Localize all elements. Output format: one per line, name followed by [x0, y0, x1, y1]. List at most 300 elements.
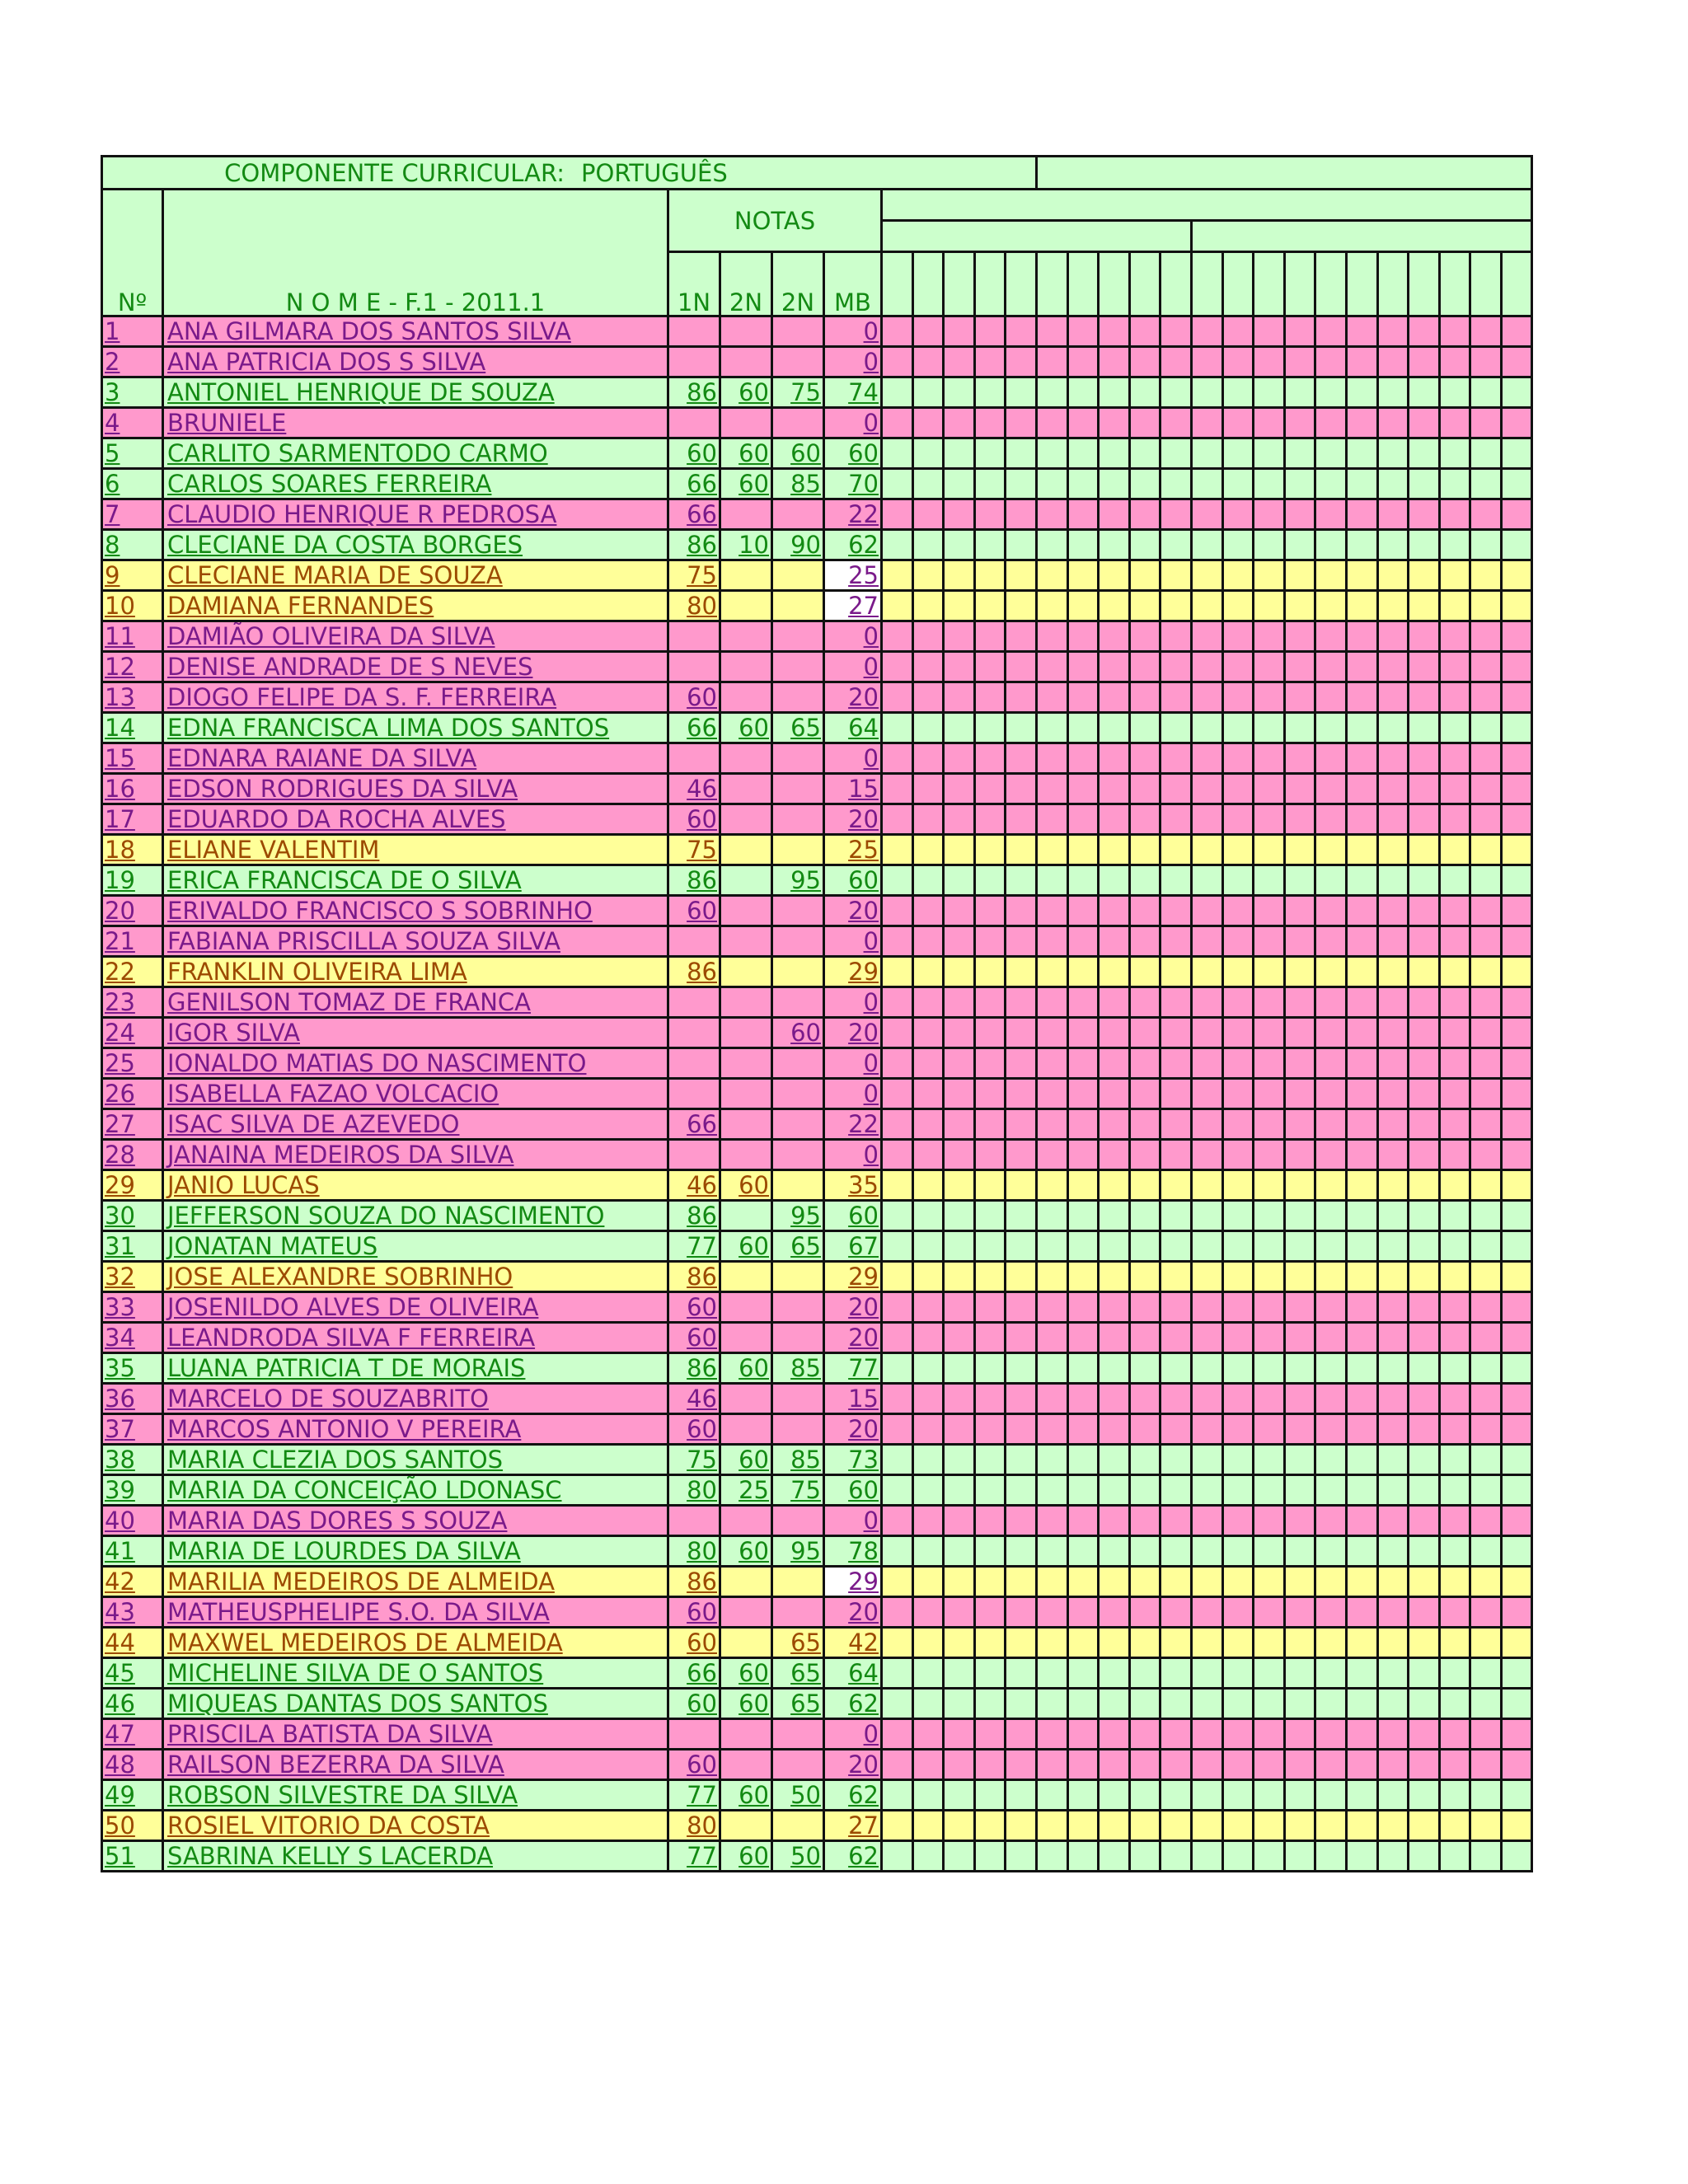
attendance-cell[interactable] — [1346, 408, 1377, 438]
attendance-cell[interactable] — [882, 1506, 913, 1536]
attendance-cell[interactable] — [912, 1353, 944, 1384]
grade-2n-a-cell[interactable]: 60 — [720, 1841, 772, 1872]
attendance-cell[interactable] — [1409, 865, 1440, 896]
attendance-cell[interactable] — [1067, 347, 1099, 377]
attendance-cell[interactable] — [1006, 1140, 1037, 1170]
attendance-cell[interactable] — [1254, 1445, 1285, 1475]
attendance-cell[interactable] — [912, 1048, 944, 1079]
attendance-cell[interactable] — [1222, 408, 1254, 438]
attendance-cell[interactable] — [1036, 1689, 1067, 1719]
attendance-cell[interactable] — [1067, 1414, 1099, 1445]
attendance-cell[interactable] — [1160, 530, 1192, 560]
attendance-cell[interactable] — [1222, 530, 1254, 560]
attendance-cell[interactable] — [912, 377, 944, 408]
grade-1n-cell[interactable]: 75 — [668, 1445, 720, 1475]
attendance-cell[interactable] — [1501, 743, 1532, 774]
attendance-cell[interactable] — [1067, 1567, 1099, 1597]
attendance-cell[interactable] — [1099, 1292, 1130, 1323]
attendance-cell[interactable] — [1315, 1414, 1347, 1445]
attendance-cell[interactable] — [1377, 591, 1409, 621]
attendance-cell[interactable] — [944, 957, 975, 987]
attendance-cell[interactable] — [1377, 1689, 1409, 1719]
attendance-cell[interactable] — [1191, 1750, 1222, 1780]
grade-2n-a-cell[interactable] — [720, 1323, 772, 1353]
attendance-cell[interactable] — [1160, 1689, 1192, 1719]
attendance-cell[interactable] — [912, 865, 944, 896]
grade-2n-b-cell[interactable]: 50 — [772, 1780, 824, 1811]
attendance-cell[interactable] — [944, 926, 975, 957]
attendance-cell[interactable] — [974, 1658, 1006, 1689]
attendance-cell[interactable] — [1501, 987, 1532, 1018]
attendance-cell[interactable] — [1284, 347, 1315, 377]
grade-2n-b-cell[interactable]: 90 — [772, 530, 824, 560]
student-name-cell[interactable]: FRANKLIN OLIVEIRA LIMA — [163, 957, 668, 987]
attendance-cell[interactable] — [882, 1353, 913, 1384]
attendance-cell[interactable] — [1222, 713, 1254, 743]
attendance-cell[interactable] — [882, 1719, 913, 1750]
attendance-cell[interactable] — [912, 926, 944, 957]
attendance-cell[interactable] — [1006, 987, 1037, 1018]
attendance-cell[interactable] — [1222, 499, 1254, 530]
attendance-cell[interactable] — [1129, 987, 1160, 1018]
student-name-cell[interactable]: EDUARDO DA ROCHA ALVES — [163, 804, 668, 835]
attendance-cell[interactable] — [1006, 896, 1037, 926]
attendance-cell[interactable] — [1470, 1048, 1502, 1079]
attendance-cell[interactable] — [1315, 1536, 1347, 1567]
student-number-cell[interactable]: 37 — [102, 1414, 163, 1445]
attendance-cell[interactable] — [944, 1628, 975, 1658]
grade-mb-cell[interactable]: 0 — [824, 347, 882, 377]
attendance-cell[interactable] — [882, 1689, 913, 1719]
grade-2n-a-cell[interactable] — [720, 1262, 772, 1292]
attendance-cell[interactable] — [1129, 1750, 1160, 1780]
grade-1n-cell[interactable]: 66 — [668, 713, 720, 743]
student-number-cell[interactable]: 14 — [102, 713, 163, 743]
attendance-cell[interactable] — [1191, 1597, 1222, 1628]
attendance-cell[interactable] — [1377, 1658, 1409, 1689]
attendance-cell[interactable] — [974, 1292, 1006, 1323]
attendance-cell[interactable] — [1501, 896, 1532, 926]
attendance-cell[interactable] — [1439, 1323, 1470, 1353]
attendance-cell[interactable] — [1160, 1841, 1192, 1872]
attendance-cell[interactable] — [1501, 621, 1532, 652]
attendance-cell[interactable] — [1129, 1567, 1160, 1597]
attendance-cell[interactable] — [974, 1109, 1006, 1140]
grade-2n-b-cell[interactable]: 75 — [772, 377, 824, 408]
attendance-cell[interactable] — [1129, 1323, 1160, 1353]
attendance-cell[interactable] — [1222, 1414, 1254, 1445]
attendance-cell[interactable] — [1346, 1231, 1377, 1262]
attendance-cell[interactable] — [1470, 1140, 1502, 1170]
attendance-cell[interactable] — [1099, 1719, 1130, 1750]
grade-2n-b-cell[interactable] — [772, 1506, 824, 1536]
grade-1n-cell[interactable]: 86 — [668, 957, 720, 987]
attendance-cell[interactable] — [1191, 1811, 1222, 1841]
attendance-cell[interactable] — [912, 1109, 944, 1140]
attendance-cell[interactable] — [912, 1384, 944, 1414]
attendance-cell[interactable] — [1036, 1292, 1067, 1323]
attendance-cell[interactable] — [1129, 621, 1160, 652]
attendance-cell[interactable] — [1036, 1384, 1067, 1414]
attendance-cell[interactable] — [1160, 1475, 1192, 1506]
grade-1n-cell[interactable]: 86 — [668, 1353, 720, 1384]
attendance-cell[interactable] — [1067, 1811, 1099, 1841]
attendance-cell[interactable] — [1129, 682, 1160, 713]
attendance-cell[interactable] — [974, 1689, 1006, 1719]
grade-mb-cell[interactable]: 74 — [824, 377, 882, 408]
grade-mb-cell[interactable]: 73 — [824, 1445, 882, 1475]
attendance-cell[interactable] — [1346, 1658, 1377, 1689]
attendance-cell[interactable] — [1036, 408, 1067, 438]
attendance-cell[interactable] — [1191, 1170, 1222, 1201]
attendance-cell[interactable] — [1284, 1567, 1315, 1597]
attendance-cell[interactable] — [1160, 1353, 1192, 1384]
attendance-cell[interactable] — [1409, 347, 1440, 377]
attendance-cell[interactable] — [1409, 1109, 1440, 1140]
attendance-cell[interactable] — [1006, 652, 1037, 682]
student-number-cell[interactable]: 3 — [102, 377, 163, 408]
attendance-cell[interactable] — [912, 835, 944, 865]
grade-2n-a-cell[interactable]: 60 — [720, 713, 772, 743]
grade-2n-a-cell[interactable]: 25 — [720, 1475, 772, 1506]
attendance-cell[interactable] — [1099, 1384, 1130, 1414]
grade-2n-b-cell[interactable]: 65 — [772, 1689, 824, 1719]
attendance-cell[interactable] — [1284, 1536, 1315, 1567]
attendance-cell[interactable] — [944, 1658, 975, 1689]
attendance-cell[interactable] — [1129, 1170, 1160, 1201]
attendance-cell[interactable] — [882, 1262, 913, 1292]
attendance-cell[interactable] — [882, 743, 913, 774]
attendance-cell[interactable] — [1346, 438, 1377, 469]
attendance-cell[interactable] — [1470, 621, 1502, 652]
attendance-cell[interactable] — [1191, 743, 1222, 774]
attendance-cell[interactable] — [1099, 835, 1130, 865]
attendance-cell[interactable] — [1099, 530, 1130, 560]
attendance-cell[interactable] — [1067, 1384, 1099, 1414]
attendance-cell[interactable] — [1160, 926, 1192, 957]
attendance-cell[interactable] — [1346, 560, 1377, 591]
attendance-cell[interactable] — [1377, 682, 1409, 713]
attendance-cell[interactable] — [1315, 469, 1347, 499]
grade-1n-cell[interactable]: 80 — [668, 591, 720, 621]
attendance-cell[interactable] — [1191, 835, 1222, 865]
attendance-cell[interactable] — [1470, 316, 1502, 347]
attendance-cell[interactable] — [1006, 1201, 1037, 1231]
attendance-cell[interactable] — [1099, 1567, 1130, 1597]
attendance-cell[interactable] — [1129, 1536, 1160, 1567]
attendance-cell[interactable] — [1099, 1536, 1130, 1567]
attendance-cell[interactable] — [1254, 713, 1285, 743]
attendance-cell[interactable] — [1501, 926, 1532, 957]
attendance-cell[interactable] — [1191, 438, 1222, 469]
attendance-cell[interactable] — [1160, 1201, 1192, 1231]
student-number-cell[interactable]: 46 — [102, 1689, 163, 1719]
attendance-cell[interactable] — [1377, 743, 1409, 774]
attendance-cell[interactable] — [1470, 347, 1502, 377]
attendance-cell[interactable] — [1067, 1140, 1099, 1170]
attendance-cell[interactable] — [912, 1323, 944, 1353]
grade-2n-b-cell[interactable] — [772, 1170, 824, 1201]
attendance-cell[interactable] — [1409, 438, 1440, 469]
attendance-cell[interactable] — [1470, 926, 1502, 957]
attendance-cell[interactable] — [1470, 1170, 1502, 1201]
student-number-cell[interactable]: 23 — [102, 987, 163, 1018]
attendance-cell[interactable] — [1501, 1048, 1532, 1079]
attendance-cell[interactable] — [1222, 621, 1254, 652]
attendance-cell[interactable] — [1346, 1719, 1377, 1750]
attendance-cell[interactable] — [1160, 1780, 1192, 1811]
attendance-cell[interactable] — [1036, 377, 1067, 408]
attendance-cell[interactable] — [1315, 1170, 1347, 1201]
attendance-cell[interactable] — [1191, 804, 1222, 835]
attendance-cell[interactable] — [1501, 1262, 1532, 1292]
attendance-cell[interactable] — [1315, 1323, 1347, 1353]
student-number-cell[interactable]: 32 — [102, 1262, 163, 1292]
student-name-cell[interactable]: MARIA CLEZIA DOS SANTOS — [163, 1445, 668, 1475]
attendance-cell[interactable] — [1346, 1201, 1377, 1231]
student-number-cell[interactable]: 44 — [102, 1628, 163, 1658]
attendance-cell[interactable] — [1409, 1689, 1440, 1719]
attendance-cell[interactable] — [1439, 1841, 1470, 1872]
attendance-cell[interactable] — [1099, 743, 1130, 774]
attendance-cell[interactable] — [1377, 957, 1409, 987]
attendance-cell[interactable] — [944, 865, 975, 896]
attendance-cell[interactable] — [1315, 1231, 1347, 1262]
attendance-cell[interactable] — [1191, 713, 1222, 743]
attendance-cell[interactable] — [974, 1628, 1006, 1658]
attendance-cell[interactable] — [1006, 1750, 1037, 1780]
grade-1n-cell[interactable]: 46 — [668, 1170, 720, 1201]
attendance-cell[interactable] — [1222, 560, 1254, 591]
grade-1n-cell[interactable]: 80 — [668, 1811, 720, 1841]
attendance-cell[interactable] — [1470, 987, 1502, 1018]
attendance-cell[interactable] — [1346, 1140, 1377, 1170]
attendance-cell[interactable] — [1439, 987, 1470, 1018]
attendance-cell[interactable] — [1036, 499, 1067, 530]
attendance-cell[interactable] — [1377, 926, 1409, 957]
attendance-cell[interactable] — [1315, 1353, 1347, 1384]
attendance-cell[interactable] — [1191, 682, 1222, 713]
attendance-cell[interactable] — [1284, 1201, 1315, 1231]
attendance-cell[interactable] — [1191, 1262, 1222, 1292]
grade-1n-cell[interactable]: 60 — [668, 1597, 720, 1628]
attendance-cell[interactable] — [1284, 1384, 1315, 1414]
attendance-cell[interactable] — [1191, 499, 1222, 530]
attendance-cell[interactable] — [882, 957, 913, 987]
grade-mb-cell[interactable]: 25 — [824, 835, 882, 865]
attendance-cell[interactable] — [1377, 316, 1409, 347]
grade-1n-cell[interactable] — [668, 1048, 720, 1079]
attendance-cell[interactable] — [1470, 957, 1502, 987]
attendance-cell[interactable] — [882, 1567, 913, 1597]
attendance-cell[interactable] — [1129, 591, 1160, 621]
attendance-cell[interactable] — [1346, 499, 1377, 530]
grade-2n-b-cell[interactable] — [772, 408, 824, 438]
attendance-cell[interactable] — [1284, 621, 1315, 652]
attendance-cell[interactable] — [1439, 1811, 1470, 1841]
attendance-cell[interactable] — [1222, 652, 1254, 682]
attendance-cell[interactable] — [1284, 1841, 1315, 1872]
attendance-cell[interactable] — [1254, 530, 1285, 560]
student-number-cell[interactable]: 36 — [102, 1384, 163, 1414]
attendance-cell[interactable] — [1036, 1414, 1067, 1445]
attendance-cell[interactable] — [1501, 316, 1532, 347]
attendance-cell[interactable] — [944, 1231, 975, 1262]
attendance-cell[interactable] — [1501, 1658, 1532, 1689]
attendance-cell[interactable] — [944, 408, 975, 438]
grade-2n-a-cell[interactable] — [720, 804, 772, 835]
attendance-cell[interactable] — [1501, 1750, 1532, 1780]
attendance-cell[interactable] — [1501, 804, 1532, 835]
attendance-cell[interactable] — [1222, 1445, 1254, 1475]
attendance-cell[interactable] — [882, 621, 913, 652]
attendance-cell[interactable] — [1377, 865, 1409, 896]
attendance-cell[interactable] — [1160, 1018, 1192, 1048]
attendance-cell[interactable] — [1099, 652, 1130, 682]
attendance-cell[interactable] — [1439, 774, 1470, 804]
attendance-cell[interactable] — [1191, 1536, 1222, 1567]
grade-2n-a-cell[interactable] — [720, 1414, 772, 1445]
attendance-cell[interactable] — [1129, 1079, 1160, 1109]
attendance-cell[interactable] — [1409, 1506, 1440, 1536]
attendance-cell[interactable] — [944, 621, 975, 652]
grade-1n-cell[interactable]: 75 — [668, 835, 720, 865]
student-number-cell[interactable]: 47 — [102, 1719, 163, 1750]
attendance-cell[interactable] — [1067, 316, 1099, 347]
attendance-cell[interactable] — [1222, 1567, 1254, 1597]
student-name-cell[interactable]: DIOGO FELIPE DA S. F. FERREIRA — [163, 682, 668, 713]
attendance-cell[interactable] — [1191, 1628, 1222, 1658]
attendance-cell[interactable] — [1470, 682, 1502, 713]
attendance-cell[interactable] — [1409, 499, 1440, 530]
attendance-cell[interactable] — [1377, 987, 1409, 1018]
attendance-cell[interactable] — [1191, 1475, 1222, 1506]
attendance-cell[interactable] — [1254, 1841, 1285, 1872]
attendance-cell[interactable] — [1409, 1719, 1440, 1750]
grade-1n-cell[interactable]: 77 — [668, 1231, 720, 1262]
attendance-cell[interactable] — [974, 743, 1006, 774]
attendance-cell[interactable] — [1191, 469, 1222, 499]
attendance-cell[interactable] — [882, 377, 913, 408]
attendance-cell[interactable] — [1006, 835, 1037, 865]
attendance-cell[interactable] — [1377, 1353, 1409, 1384]
student-name-cell[interactable]: CLAUDIO HENRIQUE R PEDROSA — [163, 499, 668, 530]
attendance-cell[interactable] — [1006, 926, 1037, 957]
attendance-cell[interactable] — [974, 438, 1006, 469]
grade-mb-cell[interactable]: 78 — [824, 1536, 882, 1567]
attendance-cell[interactable] — [1129, 530, 1160, 560]
attendance-cell[interactable] — [1222, 469, 1254, 499]
attendance-cell[interactable] — [1036, 1567, 1067, 1597]
attendance-cell[interactable] — [1006, 682, 1037, 713]
attendance-cell[interactable] — [1129, 1811, 1160, 1841]
attendance-cell[interactable] — [944, 713, 975, 743]
attendance-cell[interactable] — [1315, 896, 1347, 926]
attendance-cell[interactable] — [1284, 1140, 1315, 1170]
student-number-cell[interactable]: 30 — [102, 1201, 163, 1231]
attendance-cell[interactable] — [1315, 926, 1347, 957]
attendance-cell[interactable] — [1315, 865, 1347, 896]
attendance-cell[interactable] — [1191, 1567, 1222, 1597]
attendance-cell[interactable] — [882, 1536, 913, 1567]
attendance-cell[interactable] — [1315, 1445, 1347, 1475]
attendance-cell[interactable] — [1036, 1262, 1067, 1292]
attendance-cell[interactable] — [1006, 1689, 1037, 1719]
attendance-cell[interactable] — [1254, 560, 1285, 591]
attendance-cell[interactable] — [1470, 1201, 1502, 1231]
attendance-cell[interactable] — [1067, 1597, 1099, 1628]
attendance-cell[interactable] — [1409, 1811, 1440, 1841]
student-name-cell[interactable]: MICHELINE SILVA DE O SANTOS — [163, 1658, 668, 1689]
attendance-cell[interactable] — [1315, 1079, 1347, 1109]
attendance-cell[interactable] — [1409, 469, 1440, 499]
attendance-cell[interactable] — [1222, 1384, 1254, 1414]
attendance-cell[interactable] — [1254, 316, 1285, 347]
attendance-cell[interactable] — [944, 347, 975, 377]
grade-1n-cell[interactable]: 86 — [668, 1262, 720, 1292]
attendance-cell[interactable] — [1409, 1292, 1440, 1323]
attendance-cell[interactable] — [1160, 621, 1192, 652]
attendance-cell[interactable] — [1315, 1018, 1347, 1048]
grade-1n-cell[interactable] — [668, 408, 720, 438]
attendance-cell[interactable] — [1160, 652, 1192, 682]
attendance-cell[interactable] — [1099, 377, 1130, 408]
attendance-cell[interactable] — [1439, 347, 1470, 377]
grade-1n-cell[interactable]: 46 — [668, 774, 720, 804]
attendance-cell[interactable] — [1501, 652, 1532, 682]
grade-mb-cell[interactable]: 29 — [824, 1262, 882, 1292]
student-number-cell[interactable]: 10 — [102, 591, 163, 621]
attendance-cell[interactable] — [1409, 1079, 1440, 1109]
attendance-cell[interactable] — [944, 1384, 975, 1414]
attendance-cell[interactable] — [1160, 591, 1192, 621]
attendance-cell[interactable] — [1346, 652, 1377, 682]
attendance-cell[interactable] — [1099, 1689, 1130, 1719]
attendance-cell[interactable] — [944, 438, 975, 469]
student-number-cell[interactable]: 29 — [102, 1170, 163, 1201]
attendance-cell[interactable] — [1470, 560, 1502, 591]
attendance-cell[interactable] — [1470, 1597, 1502, 1628]
attendance-cell[interactable] — [1036, 1140, 1067, 1170]
attendance-cell[interactable] — [1160, 1079, 1192, 1109]
attendance-cell[interactable] — [1409, 774, 1440, 804]
attendance-cell[interactable] — [1036, 1780, 1067, 1811]
attendance-cell[interactable] — [882, 438, 913, 469]
student-number-cell[interactable]: 22 — [102, 957, 163, 987]
attendance-cell[interactable] — [1099, 1048, 1130, 1079]
attendance-cell[interactable] — [944, 377, 975, 408]
student-number-cell[interactable]: 4 — [102, 408, 163, 438]
student-name-cell[interactable]: MARCELO DE SOUZABRITO — [163, 1384, 668, 1414]
attendance-cell[interactable] — [1036, 1018, 1067, 1048]
attendance-cell[interactable] — [1470, 1109, 1502, 1140]
attendance-cell[interactable] — [1501, 835, 1532, 865]
attendance-cell[interactable] — [1439, 1292, 1470, 1323]
grade-2n-b-cell[interactable]: 60 — [772, 1018, 824, 1048]
attendance-cell[interactable] — [912, 1658, 944, 1689]
grade-2n-b-cell[interactable] — [772, 1323, 824, 1353]
attendance-cell[interactable] — [1191, 560, 1222, 591]
grade-1n-cell[interactable]: 60 — [668, 804, 720, 835]
grade-mb-cell[interactable]: 62 — [824, 530, 882, 560]
attendance-cell[interactable] — [1346, 1384, 1377, 1414]
attendance-cell[interactable] — [1099, 499, 1130, 530]
grade-2n-b-cell[interactable] — [772, 896, 824, 926]
attendance-cell[interactable] — [1099, 1323, 1130, 1353]
attendance-cell[interactable] — [1099, 1811, 1130, 1841]
attendance-cell[interactable] — [1501, 1506, 1532, 1536]
attendance-cell[interactable] — [1129, 743, 1160, 774]
